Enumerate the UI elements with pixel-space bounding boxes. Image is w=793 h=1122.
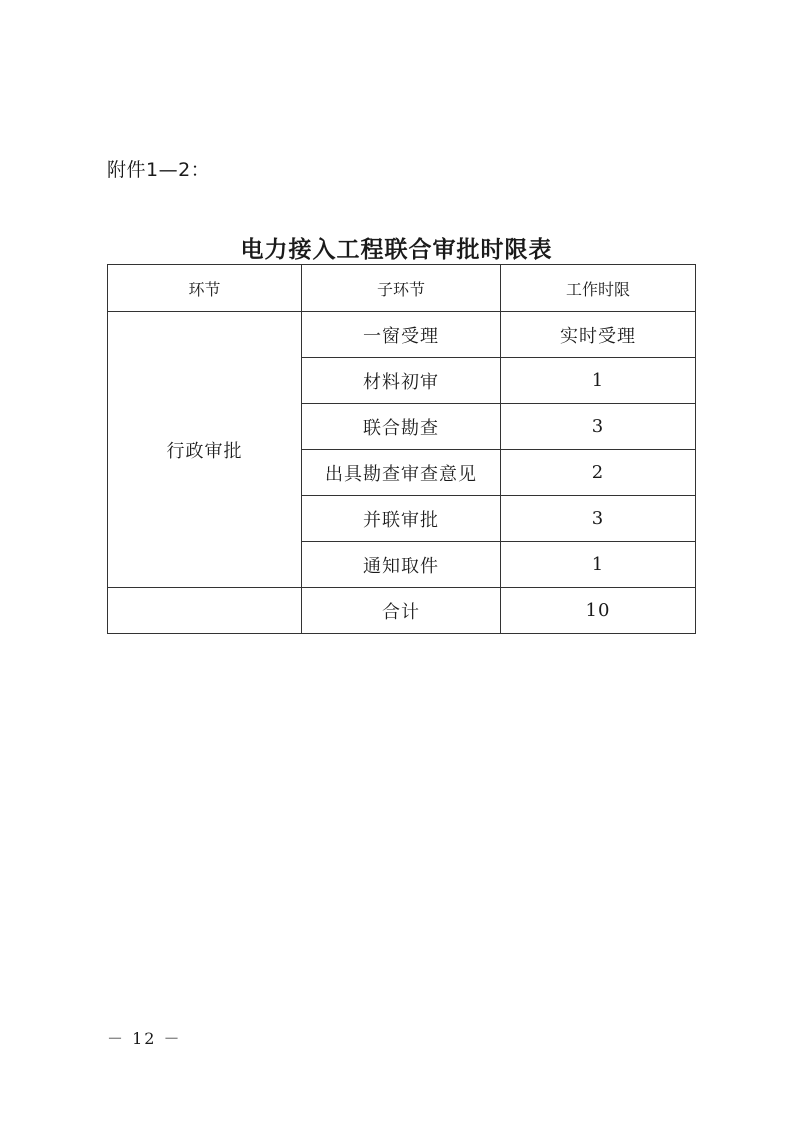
sub-stage-cell: 通知取件	[302, 542, 501, 588]
sub-stage-cell: 材料初审	[302, 358, 501, 404]
attachment-label: 附件1—2：	[107, 159, 211, 181]
time-limit-cell: 实时受理	[501, 312, 696, 358]
stage-cell: 行政审批	[108, 312, 302, 588]
header-time-limit: 工作时限	[501, 265, 696, 312]
page-number: － 12 －	[107, 1029, 182, 1048]
sub-stage-cell: 并联审批	[302, 496, 501, 542]
sub-stage-cell: 出具勘查审查意见	[302, 450, 501, 496]
table-header-row	[108, 265, 696, 312]
total-time-cell: 10	[501, 588, 696, 634]
total-stage-cell	[108, 588, 302, 634]
sub-stage-cell: 联合勘查	[302, 404, 501, 450]
sub-stage-cell: 一窗受理	[302, 312, 501, 358]
time-limit-cell: 1	[501, 542, 696, 588]
table-title: 电力接入工程联合审批时限表	[240, 237, 553, 263]
table-row	[108, 312, 696, 358]
approval-time-limit-table	[107, 264, 696, 634]
time-limit-cell: 3	[501, 404, 696, 450]
time-limit-cell: 1	[501, 358, 696, 404]
header-stage: 环节	[108, 265, 302, 312]
total-label-cell: 合计	[302, 588, 501, 634]
time-limit-cell: 2	[501, 450, 696, 496]
total-row	[108, 588, 696, 634]
time-limit-cell: 3	[501, 496, 696, 542]
header-sub-stage: 子环节	[302, 265, 501, 312]
